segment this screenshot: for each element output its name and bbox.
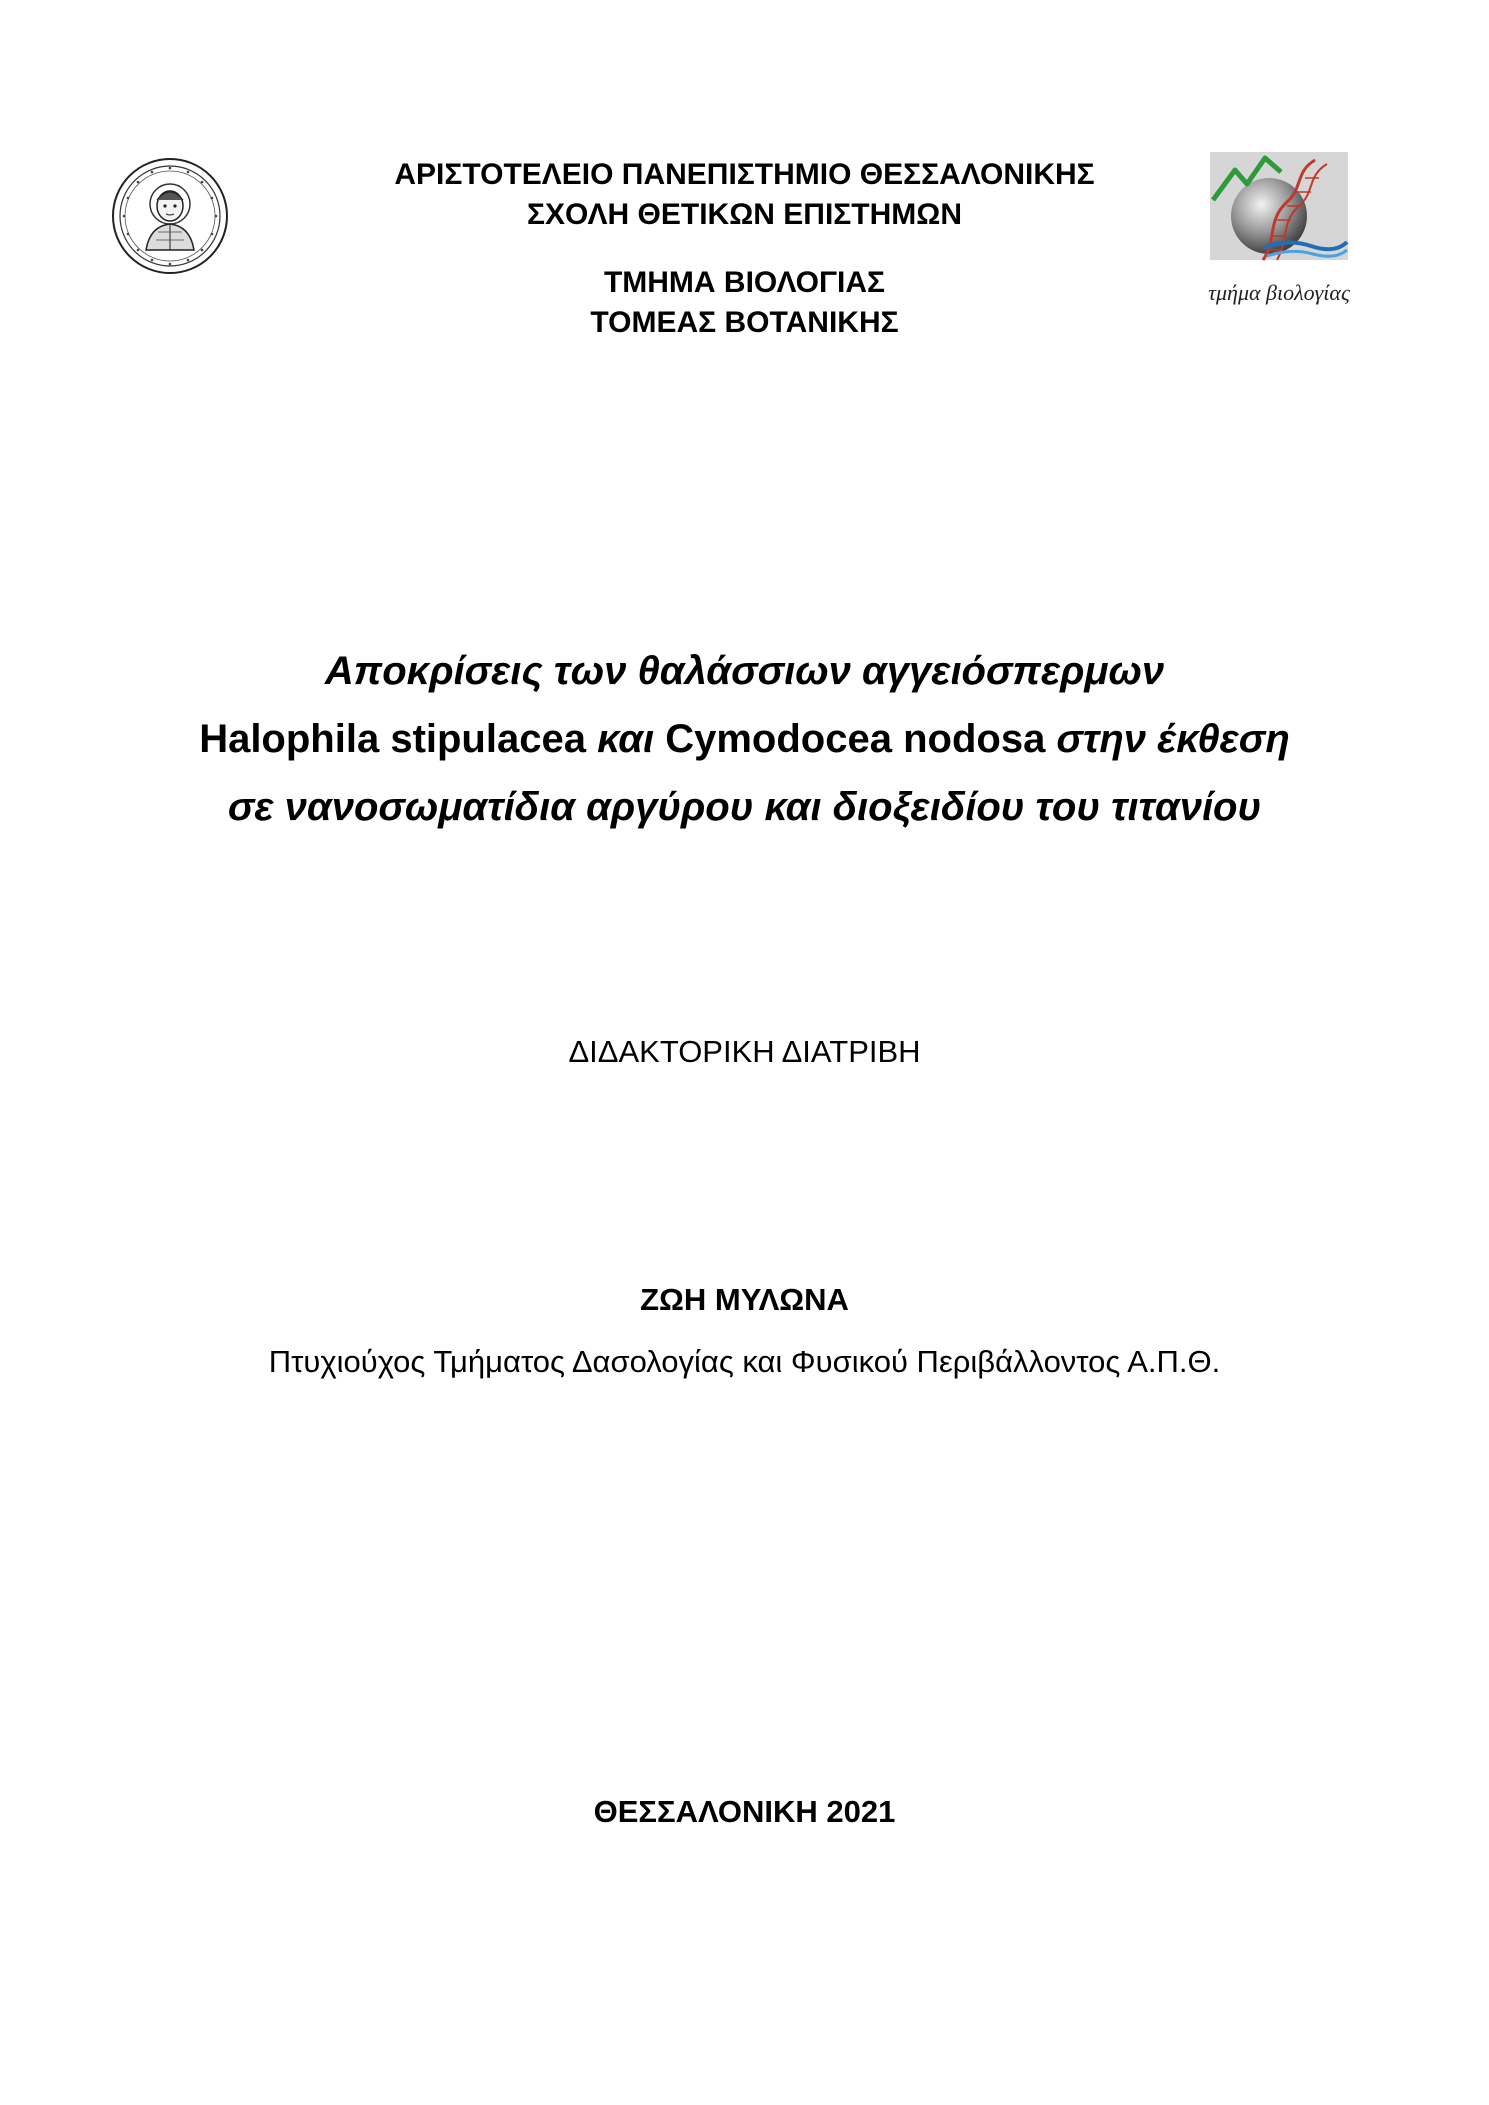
author-name: ΖΩΗ ΜΥΛΩΝΑ (640, 1282, 849, 1317)
school-name: ΣΧΟΛΗ ΘΕΤΙΚΩΝ ΕΠΙΣΤΗΜΩΝ (527, 198, 962, 231)
title-line-2-rest: στην έκθεση (1045, 717, 1290, 761)
title-line-2 (0, 712, 1489, 766)
author-degree: Πτυχιούχος Τμήματος Δασολογίας και Φυσικού Περιβάλλοντος Α.Π.Θ. (268, 1344, 1221, 1379)
biology-department-logo-icon (1207, 150, 1357, 310)
species-cymodocea: Cymodocea nodosa (665, 717, 1046, 761)
biology-logo-caption: τμήμα βιολογίας (1208, 280, 1350, 305)
species-halophila: Halophila stipulacea (199, 717, 586, 761)
document-type: ΔΙΔΑΚΤΟΡΙΚΗ ΔΙΑΤΡΙΒΗ (568, 1034, 921, 1069)
sector-name: ΤΟΜΕΑΣ ΒΟΤΑΝΙΚΗΣ (590, 306, 899, 339)
title-conjunction: και (585, 717, 666, 761)
university-name: ΑΡΙΣΤΟΤΕΛΕΙΟ ΠΑΝΕΠΙΣΤΗΜΙΟ ΘΕΣΣΑΛΟΝΙΚΗΣ (394, 158, 1095, 191)
department-name: ΤΜΗΜΑ ΒΙΟΛΟΓΙΑΣ (603, 266, 886, 299)
title-line-1: Αποκρίσεις των θαλάσσιων αγγειόσπερμων (324, 649, 1165, 693)
title-line-3: σε νανοσωματίδια αργύρου και διοξειδίου του τιτανίου (227, 785, 1262, 829)
city-year: ΘΕΣΣΑΛΟΝΙΚΗ 2021 (593, 1794, 896, 1829)
